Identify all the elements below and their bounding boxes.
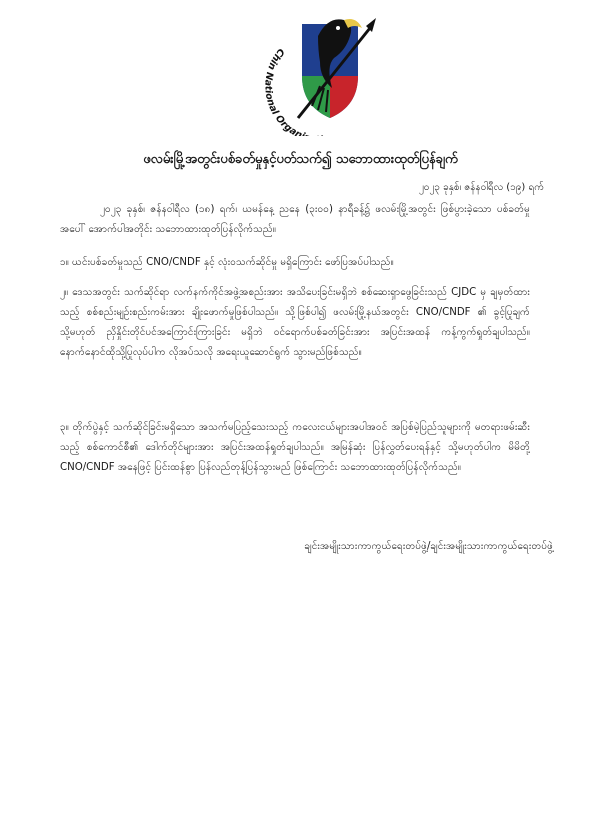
point-1-paragraph: ၁။ ယင်းပစ်ခတ်မှုသည် CNO/CNDF နှင့် လုံးဝသက်ဆိုင်မှု မရှိကြောင်း ဖော်ပြအပ်ပါသည်။ <box>60 257 394 268</box>
intro-paragraph: ၂၀၂၃ ခုနှစ်၊ ဇန်နဝါရီလ (၁၈) ရက်၊ ယမန်နေ့ ညနေ (၃း၀၀) နာရီခန့်၌ ဖလမ်းမြို့အတွင်း ဖြစ်ပွားခဲ့သော ပစ်ခတ်မှုအပေါ် အောက်ပါအတိုင်း သဘောထားထုတ်ပြန်လိုက်သည်။ <box>60 204 530 235</box>
point-2-paragraph: ၂။ ဒေသအတွင်း သက်ဆိုင်ရာ လက်နက်ကိုင်အဖွဲ့အစည်းအား အသိပေးခြင်းမရှိဘဲ စစ်ဆေးရှာဖွေခြင်းသည် CJDC မှ ချမှတ်ထားသည့် စစ်စည်းမျဉ်းစည်းကမ်းအား ချိုးဖောက်မှုဖြစ်ပါသည်။ သို့ဖြစ်ပါ၍ ဖလမ်းမြို့နယ်အတွင်း CNO/CNDF ၏ ခွင့်ပြုချက် သို့မဟုတ် ညှိနှိုင်းတိုင်ပင်အကြောင်းကြားခြင်း မရှိဘဲ ဝင်ရောက်ပစ်ခတ်ခြင်းအား အပြင်းအထန် ကန့်ကွက်ရှုတ်ချပါသည်။ နောက်နောင်ထိုသို့ပြုလုပ်ပါက လိုအပ်သလို အရေးယူဆောင်ရွက် သွားမည်ဖြစ်သည်။ <box>60 287 530 358</box>
point-3-paragraph: ၃။ တိုက်ပွဲနှင့် သက်ဆိုင်ခြင်းမရှိသော အသက်မပြည့်သေးသည့် ကလေးငယ်များအပါအဝင် အပြစ်မဲ့ပြည်သူများကို မတရားဖမ်းဆီးသည့် စစ်ကောင်စီ၏ ဒေါက်တိုင်များအား အပြင်းအထန်ရှုတ်ချပါသည်။ အမြန်ဆုံး ပြန်လွှတ်ပေးရန်နှင့် သို့မဟုတ်ပါက မိမိတို့ CNO/CNDF အနေဖြင့် ပြင်းထန်စွာ ပြန်လည်တုန့်ပြန်သွားမည် ဖြစ်ကြောင်း သဘောထားထုတ်ပြန်လိုက်သည်။ <box>60 422 530 473</box>
document-date: ၂၀၂၃ ခုနှစ်၊ ဇန်နဝါရီလ (၁၉) ရက် <box>418 182 544 193</box>
document-title: ဖလမ်းမြို့အတွင်းပစ်ခတ်မှုနှင့်ပတ်သက်၍ သဘောထားထုတ်ပြန်ချက် <box>143 152 458 167</box>
logo-text: Chin National Organ <box>262 46 304 136</box>
signature-line: ချင်းအမျိုးသားကာကွယ်ရေးတပ်ဖွဲ့/ချင်းအမျိုးသားကာကွယ်ရေးတပ်ဖွဲ့ <box>304 541 553 552</box>
organization-logo <box>262 6 382 136</box>
chin-national-organization-emblem <box>262 6 382 136</box>
shield-red <box>330 76 358 118</box>
